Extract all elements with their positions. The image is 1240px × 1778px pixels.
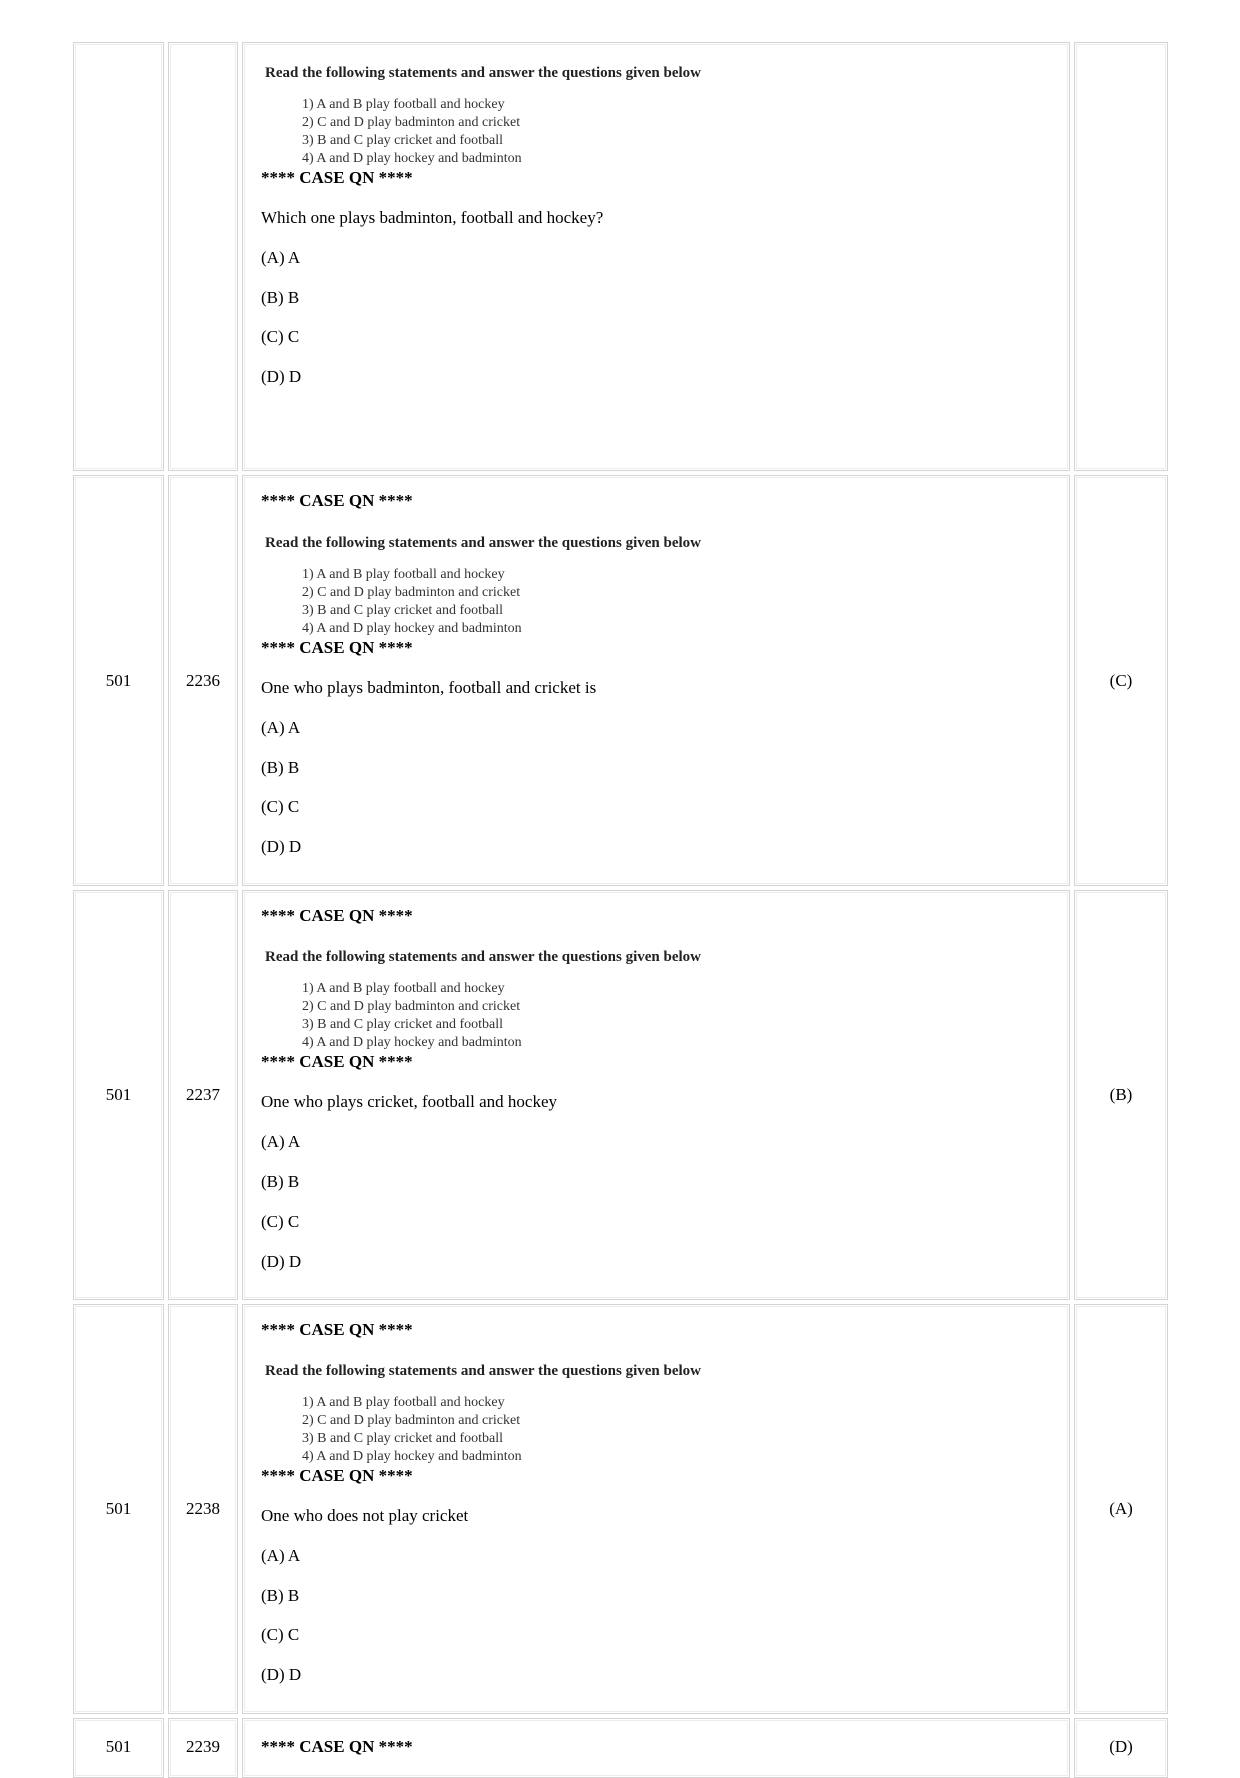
question-cell xyxy=(242,890,1070,1300)
option-b: (B) B xyxy=(261,288,300,307)
option-d: (D) D xyxy=(261,1665,302,1684)
answer-cell: (D) xyxy=(1074,1718,1168,1778)
case-marker-end: **** CASE QN **** xyxy=(261,168,413,187)
question-text: One who plays badminton, football and cricket is xyxy=(261,678,597,697)
answer-cell: (C) xyxy=(1074,475,1168,886)
option-d: (D) D xyxy=(261,1252,302,1271)
statement: 2) C and D play badminton and cricket xyxy=(302,115,521,130)
option-c: (C) C xyxy=(261,327,300,346)
table-row xyxy=(73,890,1168,1300)
statement: 1) A and B play football and hockey xyxy=(302,981,505,996)
table-row-continued xyxy=(73,42,1168,471)
question-number-cell: 2238 xyxy=(168,1304,238,1714)
question-number-cell: 2236 xyxy=(168,475,238,886)
question-number-cell: 2239 xyxy=(168,1718,238,1778)
case-marker-start: **** CASE QN **** xyxy=(261,491,413,510)
case-marker-end: **** CASE QN **** xyxy=(261,638,413,657)
question-cell xyxy=(242,1304,1070,1714)
case-marker-start: **** CASE QN **** xyxy=(261,906,413,925)
option-a: (A) A xyxy=(261,248,301,267)
option-a: (A) A xyxy=(261,718,301,737)
statement: 4) A and D play hockey and badminton xyxy=(302,1449,522,1464)
case-marker-start: **** CASE QN **** xyxy=(261,1320,413,1339)
case-marker-start: **** CASE QN **** xyxy=(261,1737,413,1756)
question-table xyxy=(73,60,1168,1756)
read-heading: Read the following statements and answer the questions given below xyxy=(265,535,701,551)
statement: 4) A and D play hockey and badminton xyxy=(302,151,522,166)
question-cell xyxy=(242,42,1070,471)
statement: 4) A and D play hockey and badminton xyxy=(302,1035,522,1050)
statement-list xyxy=(302,566,522,638)
code-cell: 501 xyxy=(73,1304,164,1714)
question-number-cell xyxy=(168,42,238,471)
statement: 4) A and D play hockey and badminton xyxy=(302,621,522,636)
code-cell: 501 xyxy=(73,1718,164,1778)
answer-cell: (A) xyxy=(1074,1304,1168,1714)
read-heading: Read the following statements and answer the questions given below xyxy=(265,949,701,965)
question-cell xyxy=(242,475,1070,886)
statement: 2) C and D play badminton and cricket xyxy=(302,1413,521,1428)
case-marker-end: **** CASE QN **** xyxy=(261,1052,413,1071)
option-a: (A) A xyxy=(261,1546,301,1565)
option-b: (B) B xyxy=(261,1586,300,1605)
option-c: (C) C xyxy=(261,1625,300,1644)
question-text: One who plays cricket, football and hockey xyxy=(261,1092,557,1111)
statement: 3) B and C play cricket and football xyxy=(302,1431,503,1446)
question-text: One who does not play cricket xyxy=(261,1506,469,1525)
question-text: Which one plays badminton, football and hockey? xyxy=(261,208,604,227)
statement: 1) A and B play football and hockey xyxy=(302,97,505,112)
question-cell xyxy=(242,1718,1070,1778)
option-c: (C) C xyxy=(261,1212,300,1231)
code-cell xyxy=(73,42,164,471)
answer-cell: (B) xyxy=(1074,890,1168,1300)
answer-cell xyxy=(1074,42,1168,471)
option-d: (D) D xyxy=(261,837,302,856)
code-cell: 501 xyxy=(73,475,164,886)
statement: 3) B and C play cricket and football xyxy=(302,603,503,618)
table-row xyxy=(73,475,1168,886)
statement-list xyxy=(302,96,522,168)
statement-list xyxy=(302,1394,522,1466)
read-heading: Read the following statements and answer the questions given below xyxy=(265,65,701,81)
table-row xyxy=(73,1304,1168,1714)
statement: 3) B and C play cricket and football xyxy=(302,1017,503,1032)
code-cell: 501 xyxy=(73,890,164,1300)
statement-list xyxy=(302,980,522,1052)
case-marker-end: **** CASE QN **** xyxy=(261,1466,413,1485)
statement: 1) A and B play football and hockey xyxy=(302,567,505,582)
table-row xyxy=(73,1718,1168,1778)
question-number-cell: 2237 xyxy=(168,890,238,1300)
statement: 3) B and C play cricket and football xyxy=(302,133,503,148)
option-c: (C) C xyxy=(261,797,300,816)
option-b: (B) B xyxy=(261,758,300,777)
statement: 2) C and D play badminton and cricket xyxy=(302,585,521,600)
statement: 1) A and B play football and hockey xyxy=(302,1395,505,1410)
option-b: (B) B xyxy=(261,1172,300,1191)
option-a: (A) A xyxy=(261,1132,301,1151)
option-d: (D) D xyxy=(261,367,302,386)
read-heading: Read the following statements and answer the questions given below xyxy=(265,1363,701,1379)
statement: 2) C and D play badminton and cricket xyxy=(302,999,521,1014)
